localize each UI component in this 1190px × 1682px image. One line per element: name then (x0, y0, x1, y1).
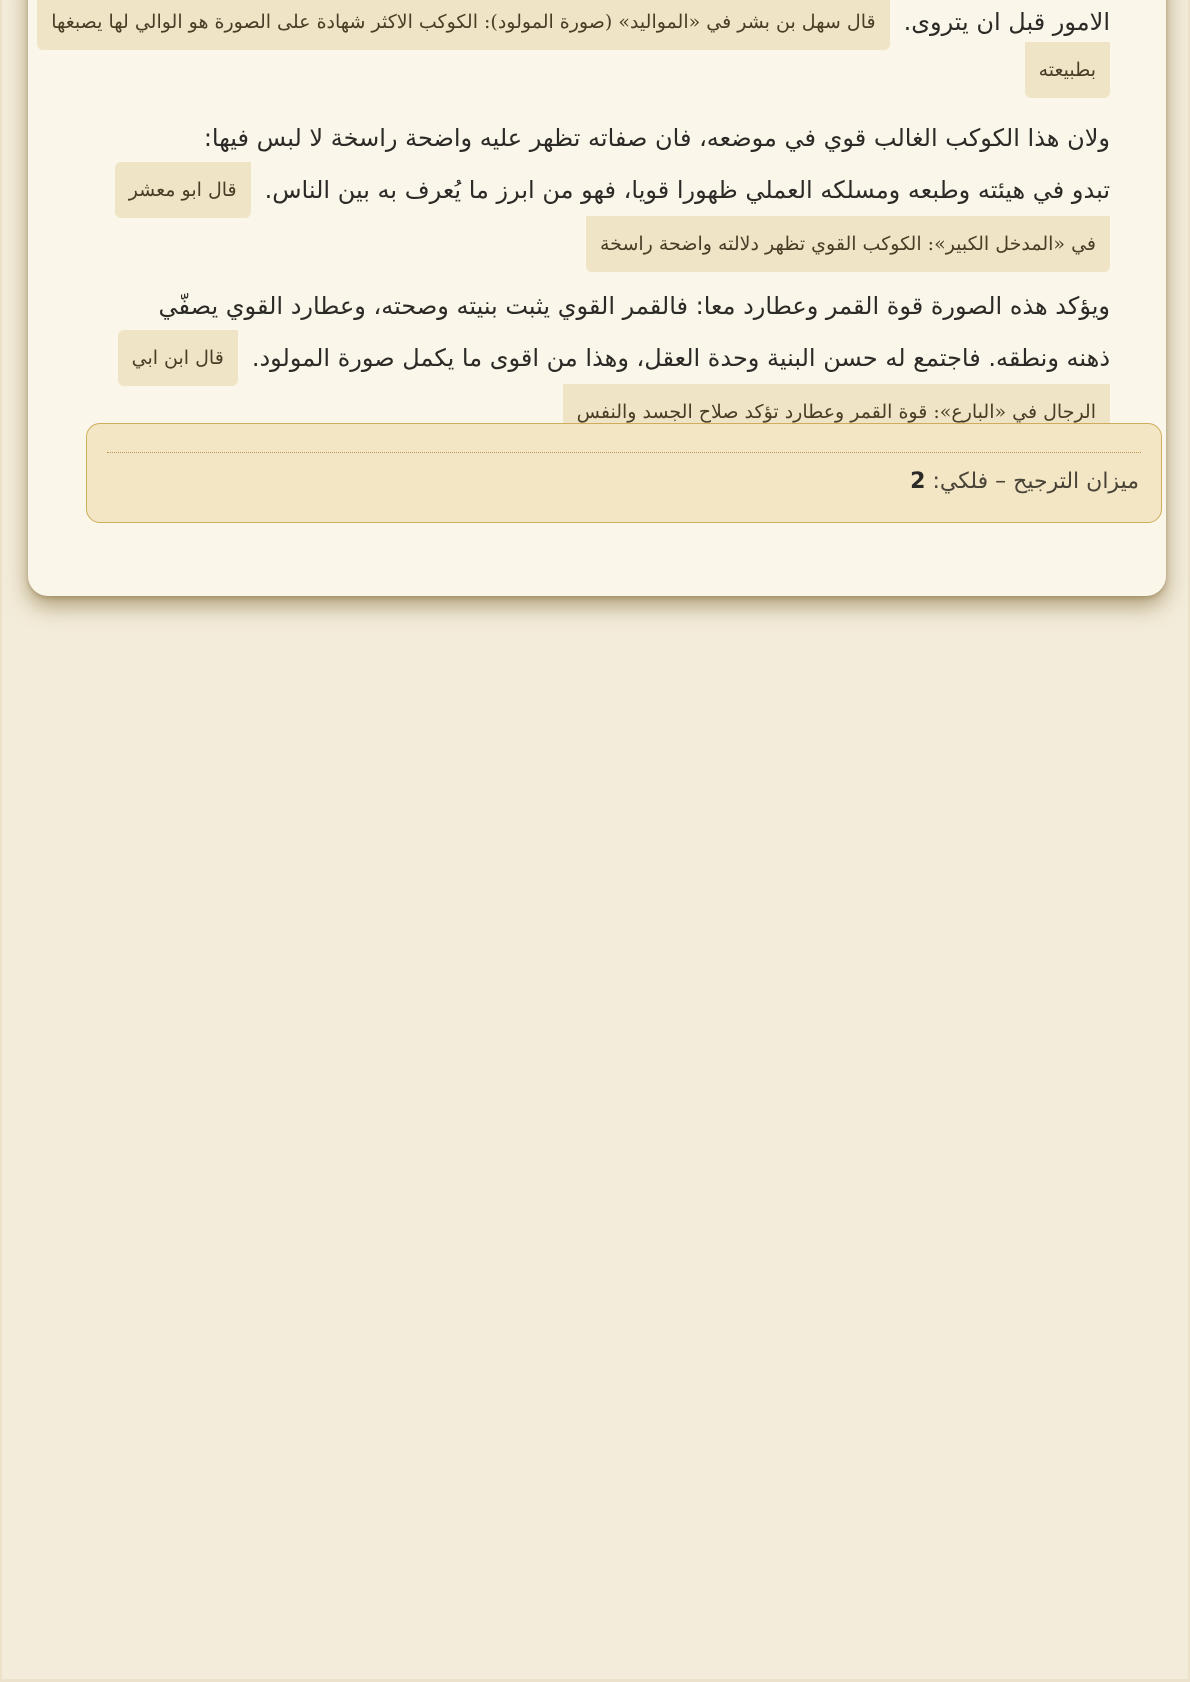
text-line (159, 278, 1111, 334)
body-text: الامور قبل ان يتروى. (903, 8, 1110, 36)
body-text: ويؤكد هذه الصورة قوة القمر وعطارد معا: فالقمر القوي يثبت بنيته وصحته، وعطارد القوي يصفّي (158, 292, 1110, 320)
text-line (204, 110, 1110, 166)
balance-box (86, 423, 1162, 523)
citation-note: بطبيعته (1025, 42, 1110, 98)
content-card (28, 0, 1166, 596)
citation-note: الرجال في «البارع»: قوة القمر وعطارد تؤكد صلاح الجسد والنفس (563, 384, 1110, 440)
text-line (115, 162, 1110, 218)
citation-note: قال ابو معشر (115, 162, 251, 218)
body-text: تبدو في هيئته وطبعه ومسلكه العملي ظهورا قويا، فهو من ابرز ما يُعرف به بين الناس. (264, 176, 1110, 204)
balance-score (910, 462, 1139, 502)
citation-note: قال سهل بن بشر في «المواليد» (صورة المولود): الكوكب الاكثر شهادة على الصورة هو الوالي لها يصبغها (37, 0, 889, 50)
balance-label: ميزان الترجيح – فلكي: (932, 469, 1139, 494)
body-text: ذهنه ونطقه. فاجتمع له حسن البنية وحدة العقل، وهذا من اقوى ما يكمل صورة المولود. (251, 344, 1110, 372)
citation-note: في «المدخل الكبير»: الكوكب القوي تظهر دلالته واضحة راسخة (586, 216, 1110, 272)
text-line (1025, 42, 1110, 98)
text-line (118, 330, 1110, 386)
body-text: ولان هذا الكوكب الغالب قوي في موضعه، فان صفاته تظهر عليه واضحة راسخة لا لبس فيها: (203, 124, 1110, 152)
balance-value: 2 (910, 469, 926, 494)
text-line (37, 0, 1110, 50)
citation-note: قال ابن ابي (118, 330, 238, 386)
dotted-divider (107, 452, 1141, 453)
text-line (586, 216, 1110, 272)
